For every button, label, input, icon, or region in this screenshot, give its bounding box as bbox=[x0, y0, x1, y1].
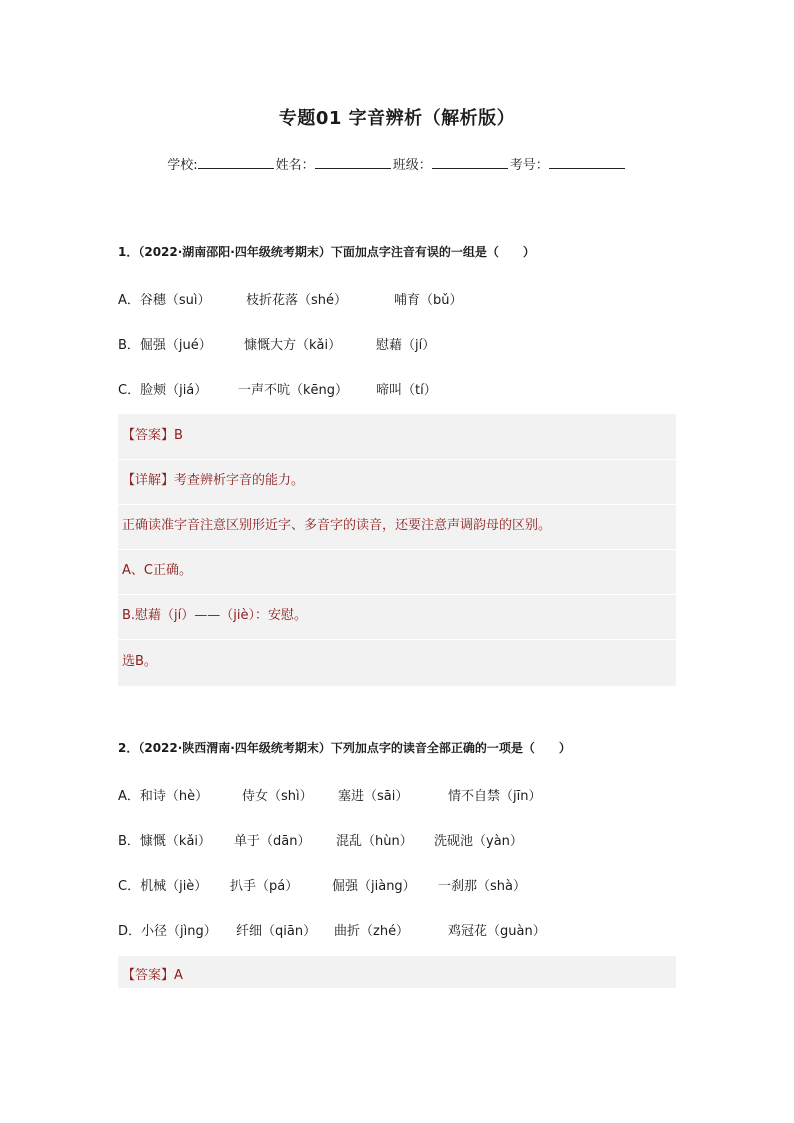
question-1-option-b bbox=[118, 334, 435, 353]
student-info-row bbox=[0, 154, 794, 173]
option-word: 纤细（qiān） bbox=[236, 924, 317, 939]
option-word: 鸡冠花（guàn） bbox=[448, 924, 546, 939]
explanation-line: 选B。 bbox=[122, 654, 157, 669]
question-2-answer bbox=[122, 964, 183, 983]
name-blank[interactable] bbox=[315, 156, 391, 169]
option-word: D．小径（jìng） bbox=[118, 924, 217, 939]
class-blank[interactable] bbox=[432, 156, 508, 169]
option-word: 一声不吭（kēng） bbox=[238, 383, 349, 398]
question-1-detail bbox=[122, 469, 304, 488]
panel-divider bbox=[118, 594, 676, 595]
option-word: 洗砚池（yàn） bbox=[434, 834, 523, 849]
question-2-answer-panel bbox=[118, 956, 676, 988]
panel-divider bbox=[118, 459, 676, 460]
option-word: 塞进（sāi） bbox=[338, 789, 409, 804]
option-word: 哺育（bǔ） bbox=[394, 293, 463, 308]
page-title: 专题01 字音辨析（解析版） bbox=[278, 108, 516, 129]
option-word: 慷慨大方（kǎi） bbox=[244, 338, 342, 353]
option-word: 曲折（zhé） bbox=[334, 924, 410, 939]
option-word: 混乱（hùn） bbox=[336, 834, 413, 849]
question-1-answer-panel bbox=[118, 414, 676, 686]
option-word: A．和诗（hè） bbox=[118, 789, 209, 804]
question-2-option-c bbox=[118, 875, 526, 894]
option-word: 情不自禁（jīn） bbox=[448, 789, 542, 804]
question-1-option-a bbox=[118, 289, 463, 308]
detail-text: 考查辨析字音的能力。 bbox=[174, 473, 305, 488]
school-label: 学校: bbox=[167, 158, 198, 173]
class-label: 班级： bbox=[392, 158, 432, 173]
explanation-line: B.慰藉（jí）——（jiè）：安慰。 bbox=[122, 608, 307, 623]
answer-tag: 【答案】 bbox=[122, 428, 175, 443]
option-word: A．谷穗（suì） bbox=[118, 293, 211, 308]
question-1-stem: 1．（2022·湖南邵阳·四年级统考期末）下面加点字注音有误的一组是（ ） bbox=[118, 245, 535, 259]
answer-tag: 【答案】 bbox=[122, 968, 175, 983]
number-blank[interactable] bbox=[549, 156, 625, 169]
number-label: 考号： bbox=[509, 158, 549, 173]
option-word: 一刹那（shà） bbox=[438, 879, 526, 894]
answer-value: B bbox=[174, 428, 183, 443]
panel-divider bbox=[118, 639, 676, 640]
option-word: C．脸颊（jiá） bbox=[118, 383, 208, 398]
option-word: B．慷慨（kǎi） bbox=[118, 834, 212, 849]
option-word: 慰藉（jí） bbox=[376, 338, 436, 353]
question-2-option-d bbox=[118, 920, 546, 939]
option-word: 扒手（pá） bbox=[230, 879, 299, 894]
explanation-line: A、C正确。 bbox=[122, 563, 192, 578]
panel-divider bbox=[118, 504, 676, 505]
option-word: 侍女（shì） bbox=[242, 789, 313, 804]
question-1-option-c bbox=[118, 379, 437, 398]
option-word: B．倔强（jué） bbox=[118, 338, 212, 353]
name-label: 姓名： bbox=[275, 158, 315, 173]
option-word: C．机械（jiè） bbox=[118, 879, 208, 894]
question-2-option-b bbox=[118, 830, 523, 849]
answer-value: A bbox=[174, 968, 183, 983]
option-word: 倔强（jiàng） bbox=[332, 879, 416, 894]
question-2-stem: 2．（2022·陕西渭南·四年级统考期末）下列加点字的读音全部正确的一项是（ ） bbox=[118, 741, 571, 755]
question-2-option-a bbox=[118, 785, 541, 804]
option-word: 枝折花落（shé） bbox=[246, 293, 348, 308]
question-1-answer bbox=[122, 424, 183, 443]
option-word: 啼叫（tí） bbox=[376, 383, 437, 398]
panel-divider bbox=[118, 549, 676, 550]
option-word: 单于（dān） bbox=[234, 834, 311, 849]
detail-tag: 【详解】 bbox=[122, 473, 175, 488]
school-blank[interactable] bbox=[198, 156, 274, 169]
explanation-line: 正确读准字音注意区别形近字、多音字的读音，还要注意声调韵母的区别。 bbox=[122, 518, 552, 533]
